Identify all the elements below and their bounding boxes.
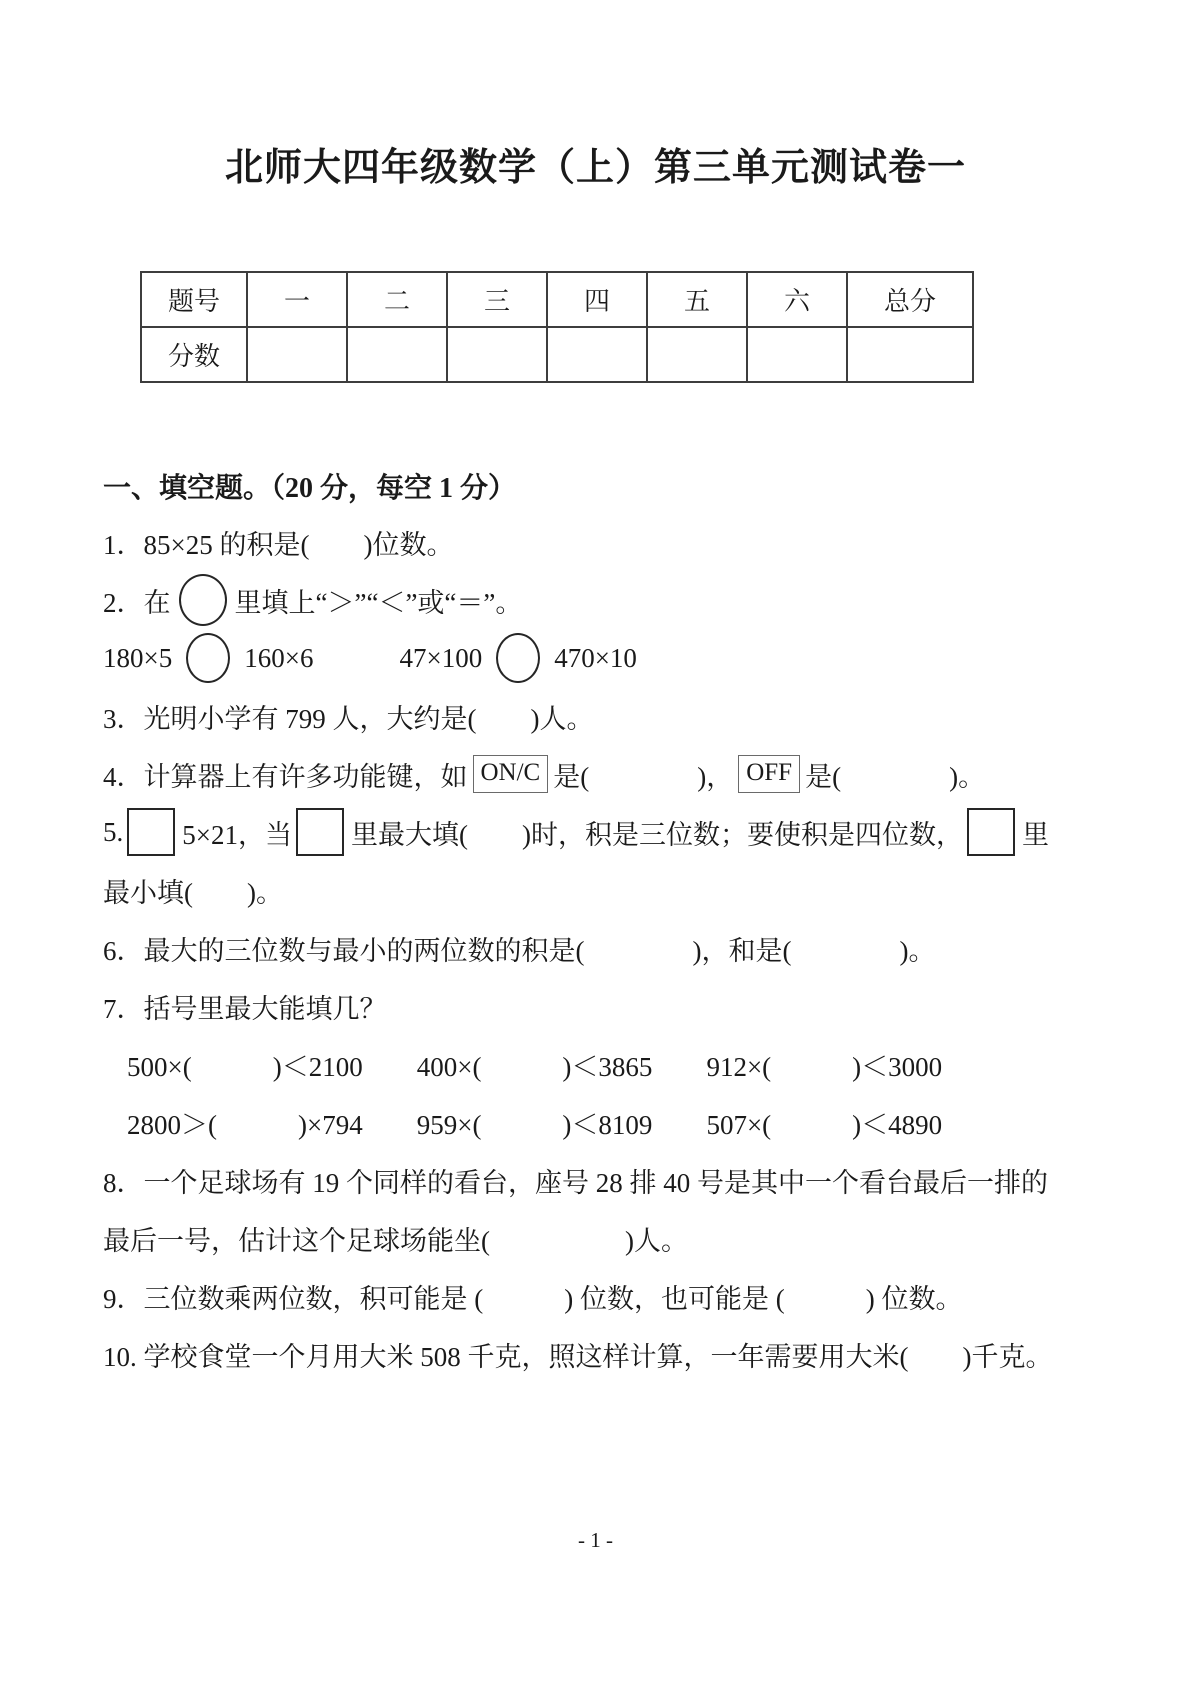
question-7-expressions-row-2 <box>103 1093 1131 1151</box>
score-table-header-cell: 总分 <box>847 272 973 327</box>
question-6 <box>103 919 1131 977</box>
expression: 500×( )＜2100 <box>127 1051 363 1082</box>
expression: 507×( )＜4890 <box>706 1109 943 1140</box>
question-2-text-pre: 2．在 <box>103 587 171 618</box>
score-table-header-row <box>141 272 973 327</box>
question-5-text-4: 最小填( )。 <box>103 877 283 908</box>
page-title: 北师大四年级数学（上）第三单元测试卷一 <box>224 147 966 189</box>
score-cell-empty <box>547 327 647 382</box>
question-4-text-pre: 4．计算器上有许多功能键，如 <box>103 761 468 792</box>
score-table-score-row <box>141 327 973 382</box>
question-2-text-post: 里填上“＞”“＜”或“＝”。 <box>234 587 523 618</box>
question-5-text-3: 里 <box>1021 819 1049 850</box>
question-7-expressions-row-1 <box>103 1035 1131 1093</box>
score-row-label: 分数 <box>141 327 247 382</box>
question-5-number: 5. <box>103 816 124 847</box>
question-8-line-1 <box>103 1151 1131 1209</box>
comparison-right-expression: 470×10 <box>554 642 637 673</box>
score-table-header-cell: 四 <box>547 272 647 327</box>
question-8-text-1: 8．一个足球场有 19 个同样的看台，座号 28 排 40 号是其中一个看台最后一排的 <box>103 1167 1048 1198</box>
question-7 <box>103 977 1131 1035</box>
question-9-text: 9．三位数乘两位数，积可能是 ( ) 位数，也可能是 ( ) 位数。 <box>103 1283 963 1314</box>
calculator-key-off: OFF <box>738 755 800 793</box>
score-table-header-cell: 一 <box>247 272 347 327</box>
score-cell-empty <box>847 327 973 382</box>
question-5-text-2: 里最大填( )时，积是三位数；要使积是四位数， <box>350 819 963 850</box>
score-cell-empty <box>447 327 547 382</box>
question-10-text: 10. 学校食堂一个月用大米 508 千克，照这样计算，一年需要用大米( )千克。 <box>103 1341 1053 1372</box>
question-1 <box>103 513 1131 571</box>
question-5-line-2 <box>103 861 1131 919</box>
circle-blank-icon <box>496 633 540 683</box>
question-3-text: 3．光明小学有 799 人，大约是( )人。 <box>103 703 594 734</box>
question-5-line-1 <box>103 803 1131 861</box>
score-table-header-cell: 三 <box>447 272 547 327</box>
question-9 <box>103 1267 1131 1325</box>
questions-section <box>103 513 1131 1383</box>
score-cell-empty <box>347 327 447 382</box>
score-table-header-cell: 五 <box>647 272 747 327</box>
expression: 912×( )＜3000 <box>706 1051 943 1082</box>
question-1-text: 1．85×25 的积是( )位数。 <box>103 529 454 560</box>
page-number: - 1 - <box>578 1528 613 1552</box>
comparison-left-expression: 47×100 <box>399 642 483 673</box>
comparison-left-expression: 180×5 <box>103 642 173 673</box>
section-1-heading: 一、填空题。（20 分，每空 1 分） <box>103 473 517 504</box>
question-6-text: 6．最大的三位数与最小的两位数的积是( )，和是( )。 <box>103 935 936 966</box>
question-5-text-1: 5×21，当 <box>182 819 292 850</box>
circle-blank-icon <box>179 574 227 626</box>
square-blank-icon <box>127 808 175 856</box>
square-blank-icon <box>296 808 344 856</box>
circle-blank-icon <box>186 633 230 683</box>
question-4-text-post: 是( )。 <box>805 761 986 792</box>
score-cell-empty <box>247 327 347 382</box>
question-3 <box>103 687 1131 745</box>
square-blank-icon <box>967 808 1015 856</box>
score-cell-empty <box>647 327 747 382</box>
score-table <box>140 271 974 383</box>
question-4 <box>103 745 1131 803</box>
question-8-text-2: 最后一号，估计这个足球场能坐( )人。 <box>103 1225 688 1256</box>
expression: 2800＞( )×794 <box>127 1109 363 1140</box>
question-2 <box>103 571 1131 629</box>
expression: 400×( )＜3865 <box>416 1051 653 1082</box>
question-4-text-mid: 是( )， <box>553 761 734 792</box>
question-7-text: 7．括号里最大能填几？ <box>103 993 387 1024</box>
expression: 959×( )＜8109 <box>416 1109 653 1140</box>
comparison-right-expression: 160×6 <box>244 642 314 673</box>
score-table-header-cell: 题号 <box>141 272 247 327</box>
question-8-line-2 <box>103 1209 1131 1267</box>
question-10 <box>103 1325 1131 1383</box>
score-cell-empty <box>747 327 847 382</box>
score-table-header-cell: 六 <box>747 272 847 327</box>
score-table-header-cell: 二 <box>347 272 447 327</box>
question-2-comparison-row <box>103 629 1131 687</box>
calculator-key-onc: ON/C <box>473 755 549 793</box>
